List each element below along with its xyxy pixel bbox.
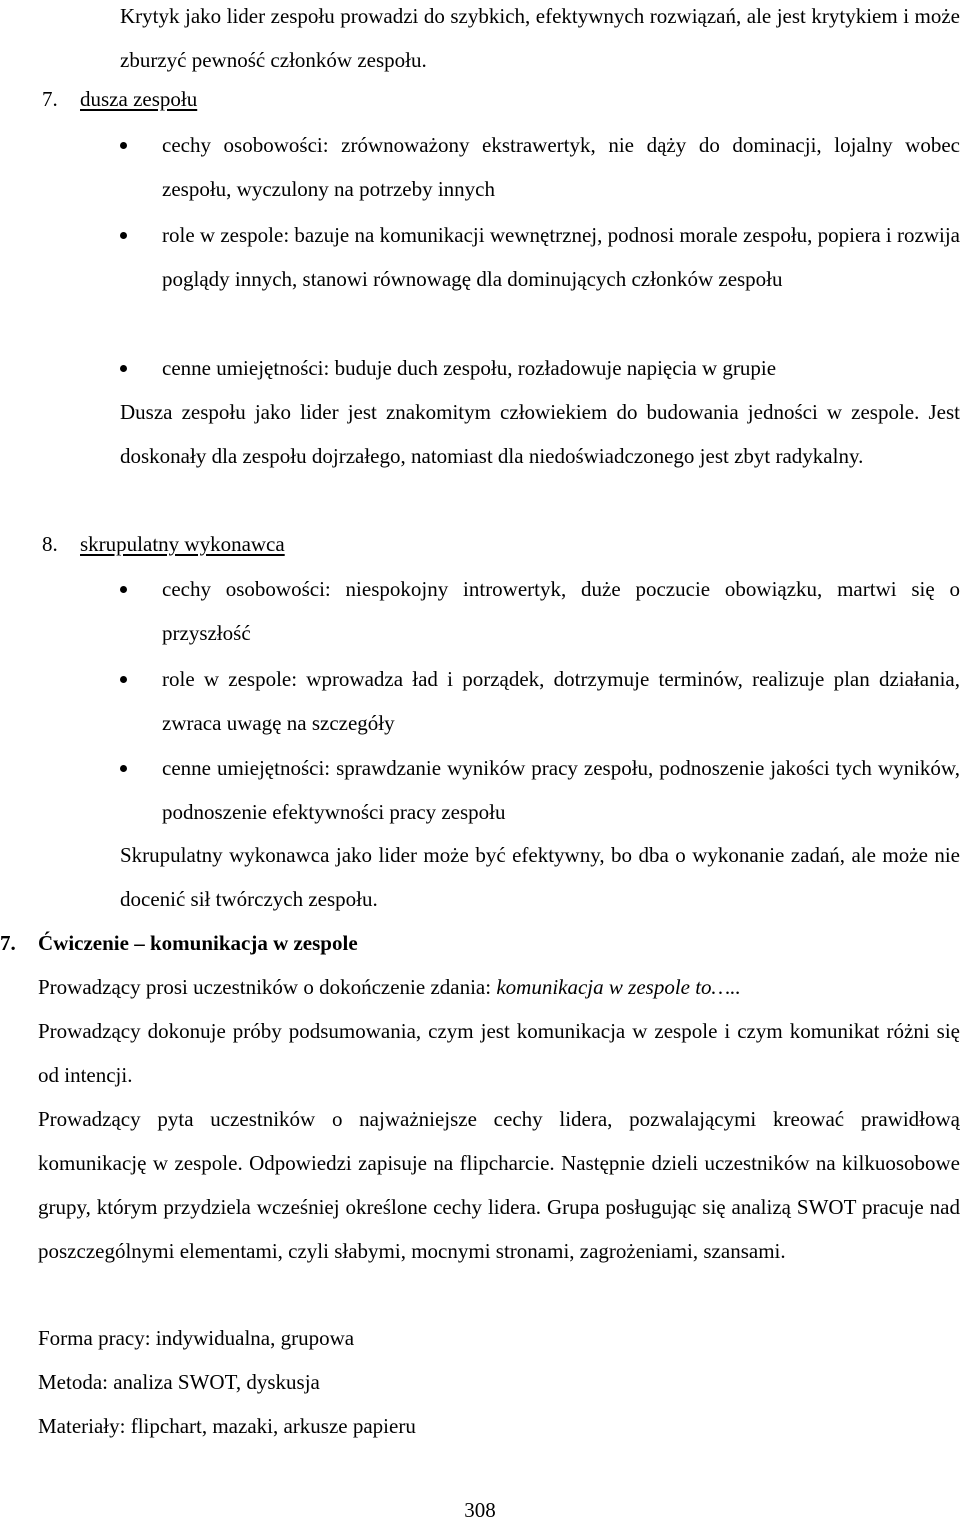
page-number: 308 <box>464 1498 496 1522</box>
bullet-icon <box>120 586 127 593</box>
item-7-title: dusza zespołu <box>80 87 198 111</box>
dusza-paragraph <box>120 390 960 478</box>
p2-text: Prowadzący dokonuje próby podsumowania, czym jest komunikacja w zespole i czym komunikat różni się od intencji. <box>38 1019 960 1087</box>
item-8-bullet-1 <box>120 567 960 655</box>
bullet-icon <box>120 676 127 683</box>
bullet-text: cechy osobowości: niespokojny introwertyk, duże poczucie obowiązku, martwi się o przyszłość <box>162 577 960 645</box>
item-8-bullet-2 <box>120 657 960 745</box>
intro-italic: komunikacja w zespole to….. <box>496 975 741 999</box>
materialy-text: Materiały: flipchart, mazaki, arkusze papieru <box>38 1414 416 1438</box>
bullet-icon <box>120 365 127 372</box>
p3-text: Prowadzący pyta uczestników o najważniejsze cechy lidera, pozwalającymi kreować prawidłową komunikację w zespole. Odpowiedzi zapisuje na flipcharcie. Następnie dzieli uczestników na kilkuosobowe grupy, którym przydziela wcześniej określone cechy lidera. Grupa posługując się analizą SWOT pracuje nad poszczególnymi elementami, czyli słabymi, mocnymi stronami, zagrożeniami, szansami. <box>38 1107 960 1263</box>
skrupulatny-paragraph <box>120 833 960 921</box>
metoda-line <box>38 1360 960 1404</box>
bullet-text: role w zespole: wprowadza ład i porządek, dotrzymuje terminów, realizuje plan działania, zwraca uwagę na szczegóły <box>162 667 960 735</box>
bullet-text: cenne umiejętności: sprawdzanie wyników pracy zespołu, podnoszenie jakości tych wyników, podnoszenie efektywności pracy zespołu <box>162 756 960 824</box>
forma-text: Forma pracy: indywidualna, grupowa <box>38 1326 355 1350</box>
metoda-text: Metoda: analiza SWOT, dyskusja <box>38 1370 320 1394</box>
bullet-icon <box>120 142 127 149</box>
bullet-text: cenne umiejętności: buduje duch zespołu, rozładowuje napięcia w grupie <box>162 356 777 380</box>
section-7-p3 <box>38 1097 960 1273</box>
bullet-text: role w zespole: bazuje na komunikacji wewnętrznej, podnosi morale zespołu, popiera i rozwija poglądy innych, stanowi równowagę dla dominujących członków zespołu <box>162 223 960 291</box>
intro-paragraph <box>38 965 960 1009</box>
bullet-icon <box>120 232 127 239</box>
section-7-intro <box>38 965 960 1009</box>
forma-line <box>38 1316 960 1360</box>
bullet-text: cechy osobowości: zrównoważony ekstrawertyk, nie dąży do dominacji, lojalny wobec zespołu, wyczulony na potrzeby innych <box>162 133 960 201</box>
item-7-heading <box>42 77 942 121</box>
krytyk-text: Krytyk jako lider zespołu prowadzi do szybkich, efektywnych rozwiązań, ale jest krytykiem i może zburzyć pewność członków zespołu. <box>120 4 960 72</box>
dusza-text: Dusza zespołu jako lider jest znakomitym człowiekiem do budowania jedności w zespole. Jest doskonały dla zespołu dojrzałego, natomiast dla niedoświadczonego jest zbyt radykalny. <box>120 400 960 468</box>
skrupulatny-text: Skrupulatny wykonawca jako lider może być efektywny, bo dba o wykonanie zadań, ale może nie docenić sił twórczych zespołu. <box>120 843 960 911</box>
item-8-number: 8. <box>42 532 58 556</box>
item-7-number: 7. <box>42 87 58 111</box>
krytyk-paragraph <box>120 0 960 82</box>
item-8-title: skrupulatny wykonawca <box>80 532 285 556</box>
intro-text: Prowadzący prosi uczestników o dokończenie zdania: <box>38 975 497 999</box>
section-7-heading <box>0 921 960 965</box>
item-8-heading <box>42 522 942 566</box>
item-7-bullet-2 <box>120 213 960 301</box>
section-7-p2 <box>38 1009 960 1097</box>
materialy-line <box>38 1404 960 1448</box>
section-7-number: 7. <box>0 931 16 955</box>
item-8-bullet-3 <box>120 746 960 834</box>
bullet-icon <box>120 765 127 772</box>
item-7-bullet-1 <box>120 123 960 211</box>
section-7-title: Ćwiczenie – komunikacja w zespole <box>38 931 358 955</box>
item-7-bullet-3 <box>120 346 960 390</box>
